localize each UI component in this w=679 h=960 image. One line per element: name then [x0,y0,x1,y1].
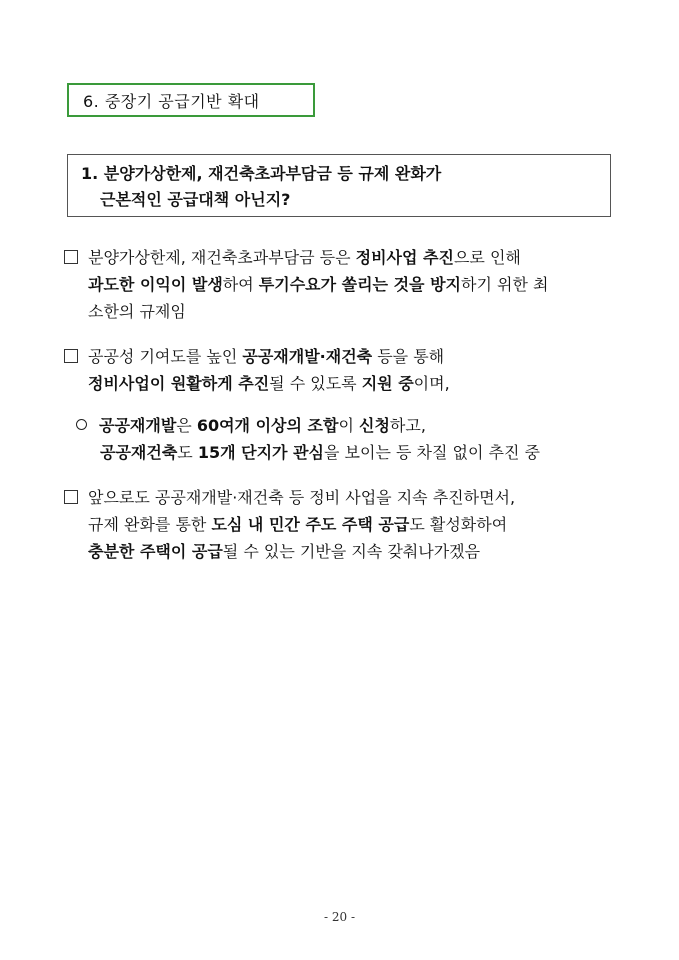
paragraph-2 [64,343,624,397]
sub-item-1-line-1: 공공재개발은 60여개 이상의 조합이 신청하고, [76,412,636,439]
section-heading: 6. 중장기 공급기반 확대 [83,91,260,111]
paragraph-3-line-1: 앞으로도 공공재개발·재건축 등 정비 사업을 지속 추진하면서, [64,484,624,511]
square-bullet-icon [64,490,78,504]
question-line-1: 1. 분양가상한제, 재건축초과부담금 등 규제 완화가 [81,164,442,183]
paragraph-1 [64,244,624,325]
square-bullet-icon [64,250,78,264]
paragraph-1-line-3: 소한의 규제임 [88,302,186,321]
paragraph-3-line-3: 충분한 주택이 공급될 수 있는 기반을 지속 갖춰나가겠음 [88,542,481,561]
circle-bullet-icon [76,419,87,430]
section-heading-box [67,83,315,117]
question-box [67,154,611,217]
page-number: - 20 - [323,910,355,924]
paragraph-2-line-2: 정비사업이 원활하게 추진될 수 있도록 지원 중이며, [88,374,450,393]
paragraph-1-line-2: 과도한 이익이 발생하여 투기수요가 쏠리는 것을 방지하기 위한 최 [88,275,549,294]
paragraph-2-line-1: 공공성 기여도를 높인 공공재개발·재건축 등을 통해 [64,343,624,370]
paragraph-1-line-1: 분양가상한제, 재건축초과부담금 등은 정비사업 추진으로 인해 [64,244,624,271]
paragraph-3-line-2: 규제 완화를 통한 도심 내 민간 주도 주택 공급도 활성화하여 [88,515,508,534]
question-line-2: 근본적인 공급대책 아닌지? [100,190,291,209]
sub-item-1-line-2: 공공재건축도 15개 단지가 관심을 보이는 등 차질 없이 추진 중 [100,443,540,462]
sub-item-1 [76,412,636,466]
square-bullet-icon [64,349,78,363]
paragraph-3 [64,484,624,565]
